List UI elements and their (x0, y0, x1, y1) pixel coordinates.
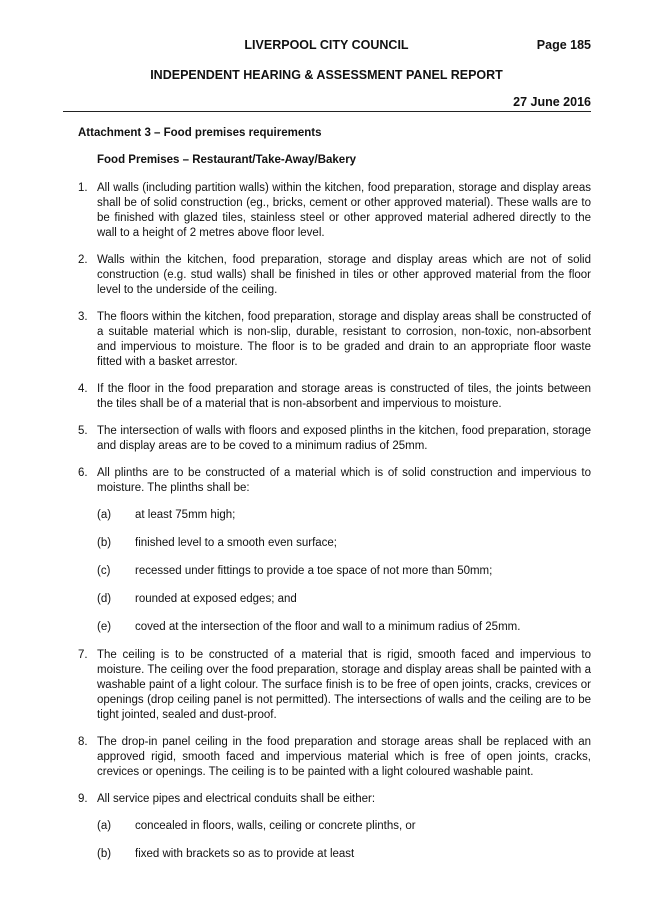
sub-item-text: finished level to a smooth even surface; (135, 537, 338, 549)
sub-item-label: (a) (97, 820, 112, 832)
list-item-text: All service pipes and electrical conduits shall be either: (97, 793, 376, 805)
list-item-text: All walls (including partition walls) within the kitchen, food preparation, storage and display areas shall be of solid construction (eg., bricks, cement or other approved material). These walls are to be finished with glazed tiles, stainless steel or other approved material adhered directly to the wall to a height of 2 metres above floor level. (97, 182, 591, 239)
sub-item-text: concealed in floors, walls, ceiling or concrete plinths, or (135, 820, 416, 832)
list-item-number: 5. (78, 425, 88, 437)
list-item-number: 2. (78, 254, 88, 266)
list-item-9 (78, 792, 591, 807)
header-divider (63, 111, 591, 112)
sub-item-label: (a) (97, 509, 112, 521)
list-item-2 (78, 253, 591, 298)
list-item-1 (78, 181, 591, 241)
list-item-text: Walls within the kitchen, food preparation, storage and display areas which are not of solid construction (e.g. stud walls) shall be finished in tiles or other approved material from the floor level to the underside of the ceiling. (97, 254, 591, 296)
sub-item-9b (97, 847, 591, 862)
list-item-text: The intersection of walls with floors and exposed plinths in the kitchen, food preparation, storage and display areas are to be coved to a minimum radius of 25mm. (97, 425, 591, 452)
document-body (78, 124, 591, 875)
sub-item-text: fixed with brackets so as to provide at least (135, 848, 355, 860)
sub-item-6c (97, 564, 591, 579)
sub-item-6a (97, 508, 591, 523)
sub-item-text: rounded at exposed edges; and (135, 593, 297, 605)
list-item-number: 7. (78, 649, 88, 661)
section-title: Food Premises – Restaurant/Take-Away/Bakery (97, 154, 357, 166)
sub-item-text: recessed under fittings to provide a toe space of not more than 50mm; (135, 565, 493, 577)
list-item-4 (78, 382, 591, 412)
sub-item-text: coved at the intersection of the floor and wall to a minimum radius of 25mm. (135, 621, 521, 633)
report-title: INDEPENDENT HEARING & ASSESSMENT PANEL REPORT (150, 68, 503, 82)
list-item-number: 9. (78, 793, 88, 805)
list-item-number: 3. (78, 311, 88, 323)
sub-item-label: (e) (97, 621, 112, 633)
attachment-title: Attachment 3 – Food premises requirements (78, 127, 322, 139)
sub-item-text: at least 75mm high; (135, 509, 236, 521)
sub-item-6e (97, 620, 591, 635)
list-item-number: 1. (78, 182, 88, 194)
page-number: Page 185 (536, 38, 591, 52)
report-date: 27 June 2016 (513, 95, 591, 109)
sub-item-6b (97, 536, 591, 551)
sub-item-label: (c) (97, 565, 111, 577)
list-item-5 (78, 424, 591, 454)
sub-item-6d (97, 592, 591, 607)
list-item-number: 8. (78, 736, 88, 748)
list-item-8 (78, 735, 591, 780)
list-item-text: The ceiling is to be constructed of a material that is rigid, smooth faced and impervious to moisture. The ceiling over the food preparation, storage and display areas shall be painted with a washable paint of a light colour. The surface finish is to be free of open joints, cracks, crevices or openings (drop ceiling panel is not permitted). The intersections of walls and the ceiling are to be tight jointed, sealed and dust-proof. (97, 649, 591, 721)
list-item-text: All plinths are to be constructed of a material which is of solid construction and impervious to moisture. The plinths shall be: (97, 467, 591, 494)
list-item-text: The floors within the kitchen, food preparation, storage and display areas shall be constructed of a suitable material which is non-slip, durable, resistant to corrosion, non-toxic, non-absorbent and impervious to moisture. The floor is to be graded and drain to an appropriate floor waste fitted with a basket arrestor. (97, 311, 591, 368)
list-item-3 (78, 310, 591, 370)
list-item-number: 4. (78, 383, 88, 395)
list-item-7 (78, 648, 591, 723)
list-item-text: If the floor in the food preparation and storage areas is constructed of tiles, the joints between the tiles shall be of a material that is non-absorbent and impervious to moisture. (97, 383, 591, 410)
sub-item-9a (97, 819, 591, 834)
sub-item-label: (d) (97, 593, 112, 605)
list-item-text: The drop-in panel ceiling in the food preparation and storage areas shall be replaced with an approved rigid, smooth faced and impervious material which is free of open joints, cracks, crevices or openings. The ceiling is to be painted with a light coloured washable paint. (97, 736, 591, 778)
sub-item-label: (b) (97, 848, 112, 860)
council-name: LIVERPOOL CITY COUNCIL (244, 38, 409, 52)
list-item-6 (78, 466, 591, 496)
sub-item-label: (b) (97, 537, 112, 549)
list-item-number: 6. (78, 467, 88, 479)
